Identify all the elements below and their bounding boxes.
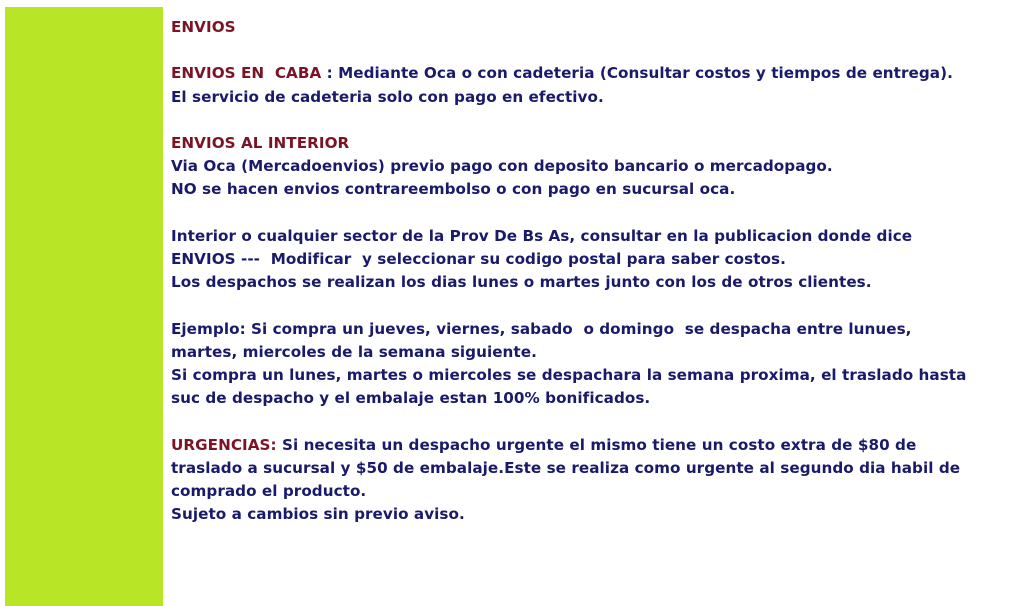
urgent-line-2: traslado a sucursal y $50 de embalaje.Este se realiza como urgente al segundo dia habil de bbox=[171, 458, 961, 477]
sidebar-panel bbox=[5, 7, 163, 606]
spacer bbox=[171, 109, 1011, 132]
urgent-heading: URGENCIAS: bbox=[171, 435, 277, 454]
caba-line-2: El servicio de cadeteria solo con pago en efectivo. bbox=[171, 87, 604, 106]
spacer bbox=[171, 410, 1011, 433]
example-line-3: Si compra un lunes, martes o miercoles se despachara la semana proxima, el traslado hasta bbox=[171, 365, 967, 384]
urgent-text: Si necesita un despacho urgente el mismo tiene un costo extra de $80 de bbox=[276, 435, 917, 454]
example-line-4: suc de despacho y el embalaje estan 100% bonificados. bbox=[171, 389, 651, 408]
example-line-1: Ejemplo: Si compra un jueves, viernes, sabado o domingo se despacha entre lunues, bbox=[171, 319, 912, 338]
caba-text: Mediante Oca o con cadeteria (Consultar costos y tiempos de entrega). bbox=[332, 64, 953, 83]
caba-line bbox=[171, 62, 1011, 85]
urgent-line bbox=[171, 434, 1011, 457]
info-line-2: ENVIOS --- Modificar y seleccionar su codigo postal para saber costos. bbox=[171, 249, 786, 268]
caba-colon: : bbox=[321, 64, 333, 83]
example-line-2: martes, miercoles de la semana siguiente. bbox=[171, 342, 537, 361]
interior-line-1: Via Oca (Mercadoenvios) previo pago con deposito bancario o mercadopago. bbox=[171, 157, 833, 176]
info-line-3: Los despachos se realizan los dias lunes o martes junto con los de otros clientes. bbox=[171, 273, 872, 292]
spacer bbox=[171, 294, 1011, 317]
urgent-line-4: Sujeto a cambios sin previo aviso. bbox=[171, 505, 465, 524]
urgent-line-3: comprado el producto. bbox=[171, 481, 367, 500]
doc-title: ENVIOS bbox=[171, 18, 236, 36]
interior-heading: ENVIOS AL INTERIOR bbox=[171, 133, 350, 152]
spacer bbox=[171, 202, 1011, 225]
info-line-1: Interior o cualquier sector de la Prov De Bs As, consultar en la publicacion donde dice bbox=[171, 226, 913, 245]
spacer bbox=[171, 39, 1011, 62]
shipping-info-document bbox=[171, 16, 1011, 526]
caba-heading: ENVIOS EN CABA bbox=[171, 64, 322, 83]
interior-line-2: NO se hacen envios contrareembolso o con pago en sucursal oca. bbox=[171, 180, 736, 199]
